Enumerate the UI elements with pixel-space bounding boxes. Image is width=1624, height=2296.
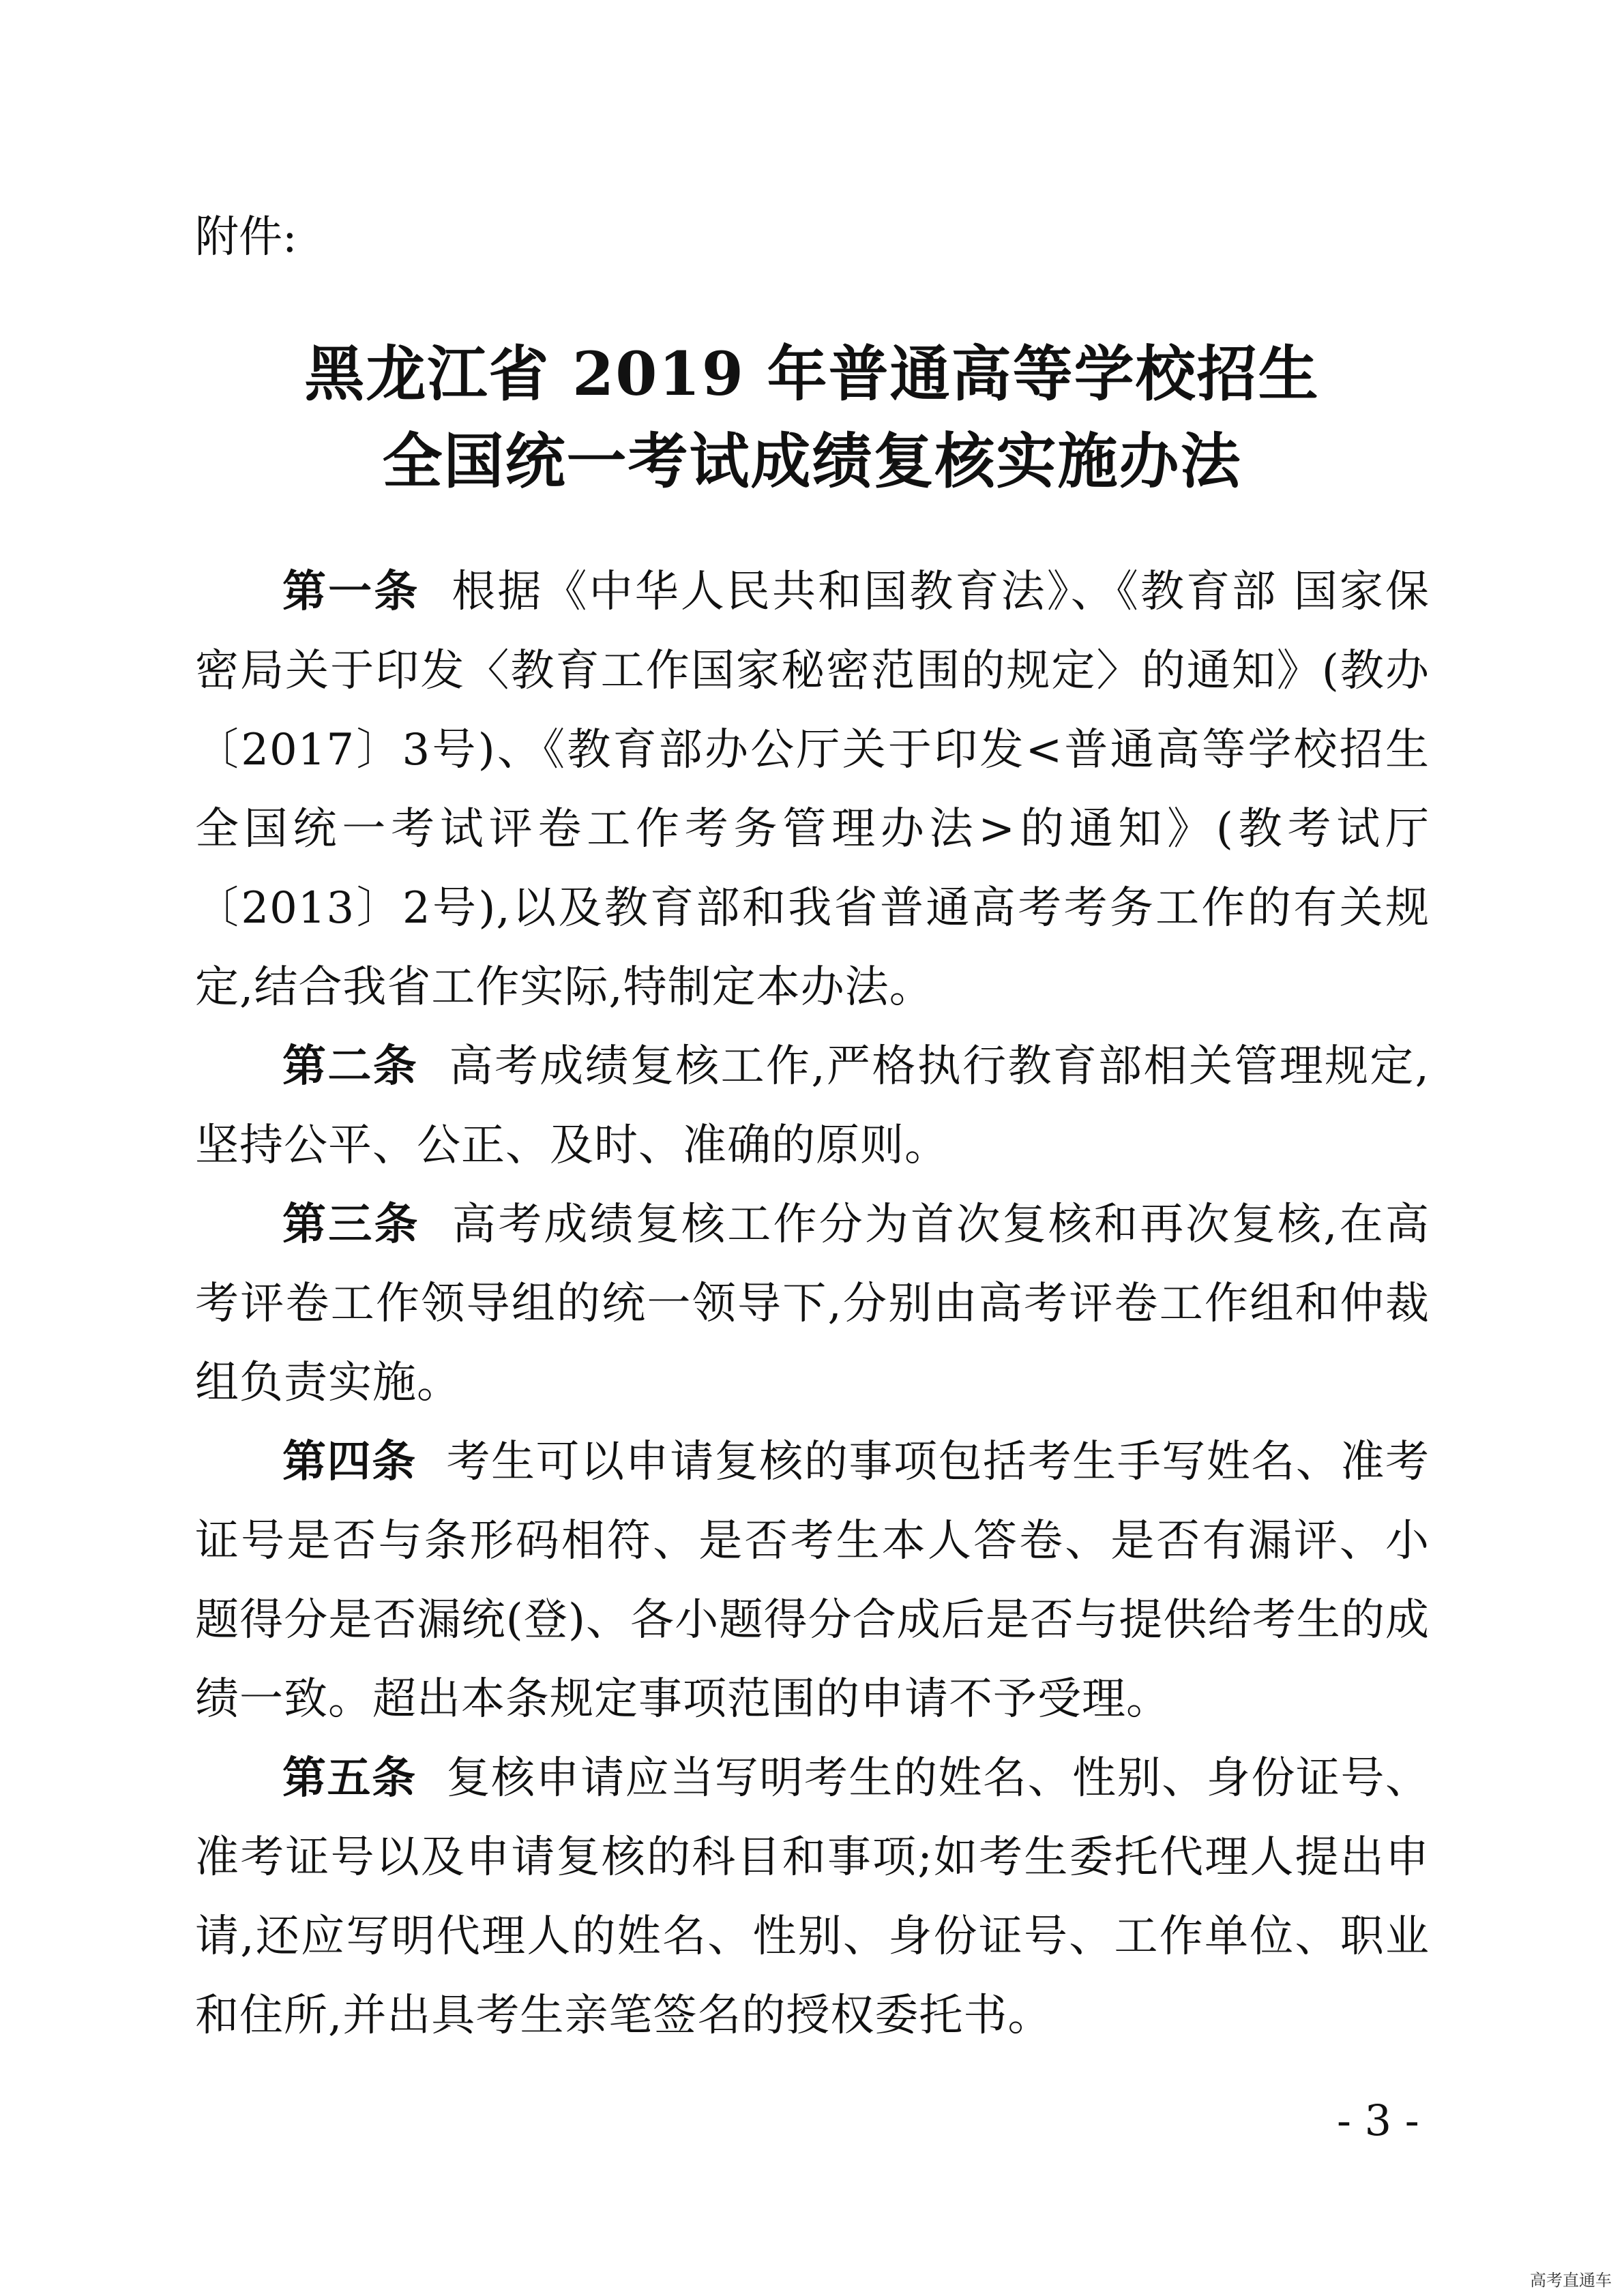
article-2 <box>195 1027 1430 1185</box>
article-1 <box>195 552 1430 1027</box>
article-heading: 第三条 <box>282 1199 420 1250</box>
article-heading: 第五条 <box>282 1753 417 1804</box>
article-3 <box>195 1185 1430 1422</box>
article-heading: 第二条 <box>282 1041 419 1092</box>
watermark: 高考直通车 <box>1530 2271 1612 2290</box>
article-5 <box>195 1739 1430 2055</box>
article-text: 复核申请应当写明考生的姓名、性别、身份证号、准考证号以及申请复核的科目和事项;如考生委托代理人提出申请,还应写明代理人的姓名、性别、身份证号、工作单位、职业和住所,并出具考生亲笔签名的授权委托书。 <box>195 1753 1430 2041</box>
article-text: 高考成绩复核工作分为首次复核和再次复核,在高考评卷工作领导组的统一领导下,分别由高考评卷工作组和仲裁组负责实施。 <box>195 1199 1430 1408</box>
title-line-2: 全国统一考试成绩复核实施办法 <box>382 426 1242 496</box>
document-title <box>0 330 1624 505</box>
page-number: - 3 - <box>1337 2096 1419 2145</box>
article-text: 考生可以申请复核的事项包括考生手写姓名、准考证号是否与条形码相符、是否考生本人答卷、是否有漏评、小题得分是否漏统(登)、各小题得分合成后是否与提供给考生的成绩一致。超出本条规定事项范围的申请不予受理。 <box>195 1437 1430 1725</box>
title-line-1: 黑龙江省 2019 年普通高等学校招生 <box>304 338 1320 409</box>
article-text: 根据《中华人民共和国教育法》、《教育部 国家保密局关于印发〈教育工作国家秘密范围的规定〉的通知》(教办〔2017〕3号)、《教育部办公厅关于印发<普通高等学校招生全国统一考试评卷工作考务管理办法>的通知》(教考试厅〔2013〕2号),以及教育部和我省普通高考考务工作的有关规定,结合我省工作实际,特制定本办法。 <box>195 567 1430 1013</box>
article-heading: 第四条 <box>282 1436 417 1487</box>
article-text: 高考成绩复核工作,严格执行教育部相关管理规定,坚持公平、公正、及时、准确的原则。 <box>195 1041 1430 1171</box>
document-body <box>195 552 1430 2055</box>
article-heading: 第一条 <box>282 566 420 617</box>
article-4 <box>195 1422 1430 1739</box>
attachment-label: 附件: <box>195 212 297 263</box>
